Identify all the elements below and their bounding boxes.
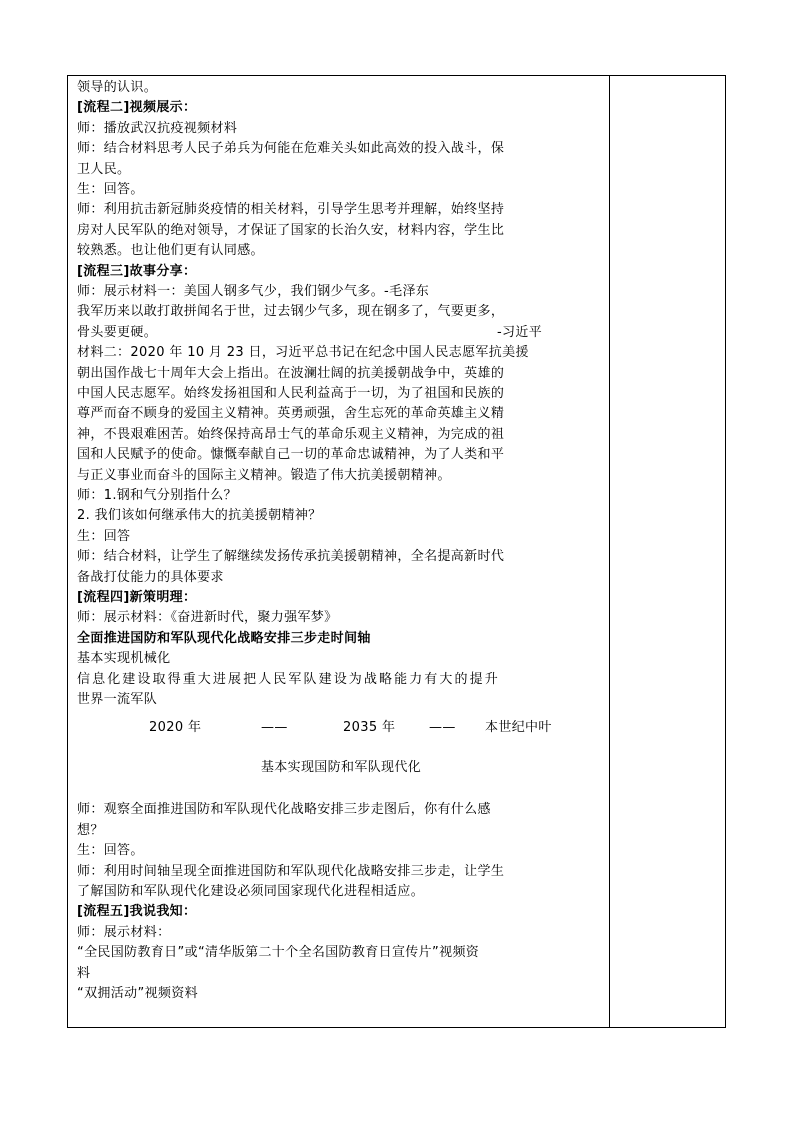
line-text: 师：播放武汉抗疫视频材料 [77, 120, 238, 136]
text-line [77, 119, 605, 139]
timeline-dash: —— [261, 720, 288, 736]
text-line [77, 78, 605, 98]
line-text: 2. 我们该如何继承伟大的抗美援朝精神？ [77, 508, 322, 524]
text-line [77, 466, 605, 486]
line-text: 生：回答 [77, 528, 131, 544]
section-heading [77, 262, 605, 282]
line-text: 与正义事业而奋斗的国际主义精神。锻造了伟大抗美援朝精神。 [77, 467, 451, 483]
line-text: 师：结合材料，让学生了解继续发扬传承抗美援朝精神，全名提高新时代 [77, 549, 505, 565]
line-text: 了解国防和军队现代化建设必须同国家现代化进程相适应。 [77, 884, 425, 899]
text-line [77, 649, 605, 669]
text-line [77, 527, 605, 547]
timeline-year-2035: 2035 年 [343, 720, 396, 736]
line-text: [流程三]故事分享： [77, 263, 197, 279]
line-text: 国和人民赋予的使命。慷慨奉献自己一切的革命忠诚精神，为了人类和平 [77, 447, 505, 463]
line-text: 师：展示材料：《奋进新时代，聚力强军梦》 [77, 610, 338, 626]
line-text: 料 [77, 965, 91, 981]
line-text: 师：展示材料一：美国人钢多气少，我们钢少气多。-毛泽东 [77, 284, 430, 299]
text-line [77, 882, 605, 902]
line-text: 师：利用抗击新冠肺炎疫情的相关材料，引导学生思考并理解，始终坚持 [77, 202, 505, 218]
text-line [77, 404, 605, 424]
line-text: 我军历来以敢打敢拼闻名于世，过去钢少气多，现在钢多了，气要更多， [77, 304, 505, 320]
text-line [77, 690, 605, 710]
text-line [77, 200, 605, 220]
line-text: 备战打仗能力的具体要求 [77, 569, 224, 585]
line-text: 师：展示材料： [77, 924, 171, 940]
text-line [77, 343, 605, 363]
text-line [77, 670, 605, 690]
line-text: 房对人民军队的绝对领导，才保证了国家的长治久安，材料内容，学生比 [77, 222, 505, 238]
line-text: 材料二：2020 年 10 月 23 日，习近平总书记在纪念中国人民志愿军抗美援 [77, 345, 529, 361]
text-line [77, 862, 605, 882]
text-line [77, 160, 605, 180]
line-text: 师：1.钢和气分别指什么？ [77, 488, 237, 503]
line-text: 想？ [77, 822, 104, 838]
timeline-mid-century: 本世纪中叶 [485, 720, 552, 736]
text-line [77, 486, 605, 506]
line-text: 尊严而奋不顾身的爱国主义精神。英勇顽强，舍生忘死的革命英雄主义精 [77, 406, 505, 422]
line-text: 师：观察全面推进国防和军队现代化战略安排三步走图后，你有什么感 [77, 802, 491, 818]
line-text: 朝出国作战七十周年大会上指出。在波澜壮阔的抗美援朝战争中，英雄的 [77, 365, 505, 381]
line-text: 领导的认识。 [77, 80, 158, 95]
line-text: 基本实现机械化 [77, 651, 171, 667]
timeline-year-2020: 2020 年 [149, 720, 202, 736]
text-line [77, 506, 605, 526]
text-line [77, 984, 605, 1004]
line-text: 生：回答。 [77, 182, 144, 197]
line-text: [流程四]新策明理： [77, 590, 197, 605]
line-text: “双拥活动”视频资料 [77, 986, 198, 1001]
section-heading [77, 629, 605, 649]
line-text: 师：利用时间轴呈现全面推进国防和军队现代化战略安排三步走，让学生 [77, 863, 505, 879]
text-line [77, 800, 605, 820]
text-line [77, 923, 605, 943]
line-text: 信息化建设取得重大进展把人民军队建设为战略能力有大的提升 [77, 671, 500, 687]
text-line [77, 568, 605, 588]
line-text: 骨头要更硬。 [77, 324, 158, 340]
text-line [77, 841, 605, 861]
line-text: 师：结合材料思考人民子弟兵为何能在危难关头如此高效的投入战斗，保 [77, 141, 505, 157]
section-heading [77, 588, 605, 608]
line-text: 神，不畏艰难困苦。始终保持高昂士气的革命乐观主义精神，为完成的祖 [77, 426, 505, 442]
text-line [77, 221, 605, 241]
lesson-table [67, 75, 726, 1028]
line-text: 世界一流军队 [77, 692, 158, 707]
timeline-dash: —— [429, 720, 456, 736]
text-line [77, 364, 605, 384]
line-text: 卫人民。 [77, 161, 131, 177]
remarks-cell [610, 76, 725, 1027]
text-line [77, 425, 605, 445]
timeline-caption: 基本实现国防和军队现代化 [260, 760, 422, 776]
attribution-text: -习近平 [497, 324, 543, 340]
line-text: [流程二]视频展示： [77, 100, 197, 116]
text-line [77, 608, 605, 628]
section-heading [77, 902, 605, 922]
line-text: 中国人民志愿军。始终发扬祖国和人民利益高于一切，为了祖国和民族的 [77, 386, 505, 401]
text-line [77, 139, 605, 159]
text-line [77, 821, 605, 841]
text-line [77, 384, 605, 404]
text-line [77, 445, 605, 465]
line-text: 全面推进国防和军队现代化战略安排三步走时间轴 [77, 630, 371, 646]
line-text: “全民国防教育日”或“清华版第二十个全名国防教育日宣传片”视频资 [77, 945, 480, 961]
text-line [77, 964, 605, 984]
line-text: 较熟悉。也让他们更有认同感。 [77, 243, 264, 259]
text-line [77, 180, 605, 200]
text-line [77, 943, 605, 963]
section-heading [77, 98, 605, 118]
line-text: [流程五]我说我知： [77, 904, 197, 920]
line-text: 生：回答。 [77, 843, 144, 859]
text-line [77, 241, 605, 261]
text-line [77, 547, 605, 567]
text-line [77, 323, 605, 343]
text-line [77, 302, 605, 322]
text-line [77, 282, 605, 302]
